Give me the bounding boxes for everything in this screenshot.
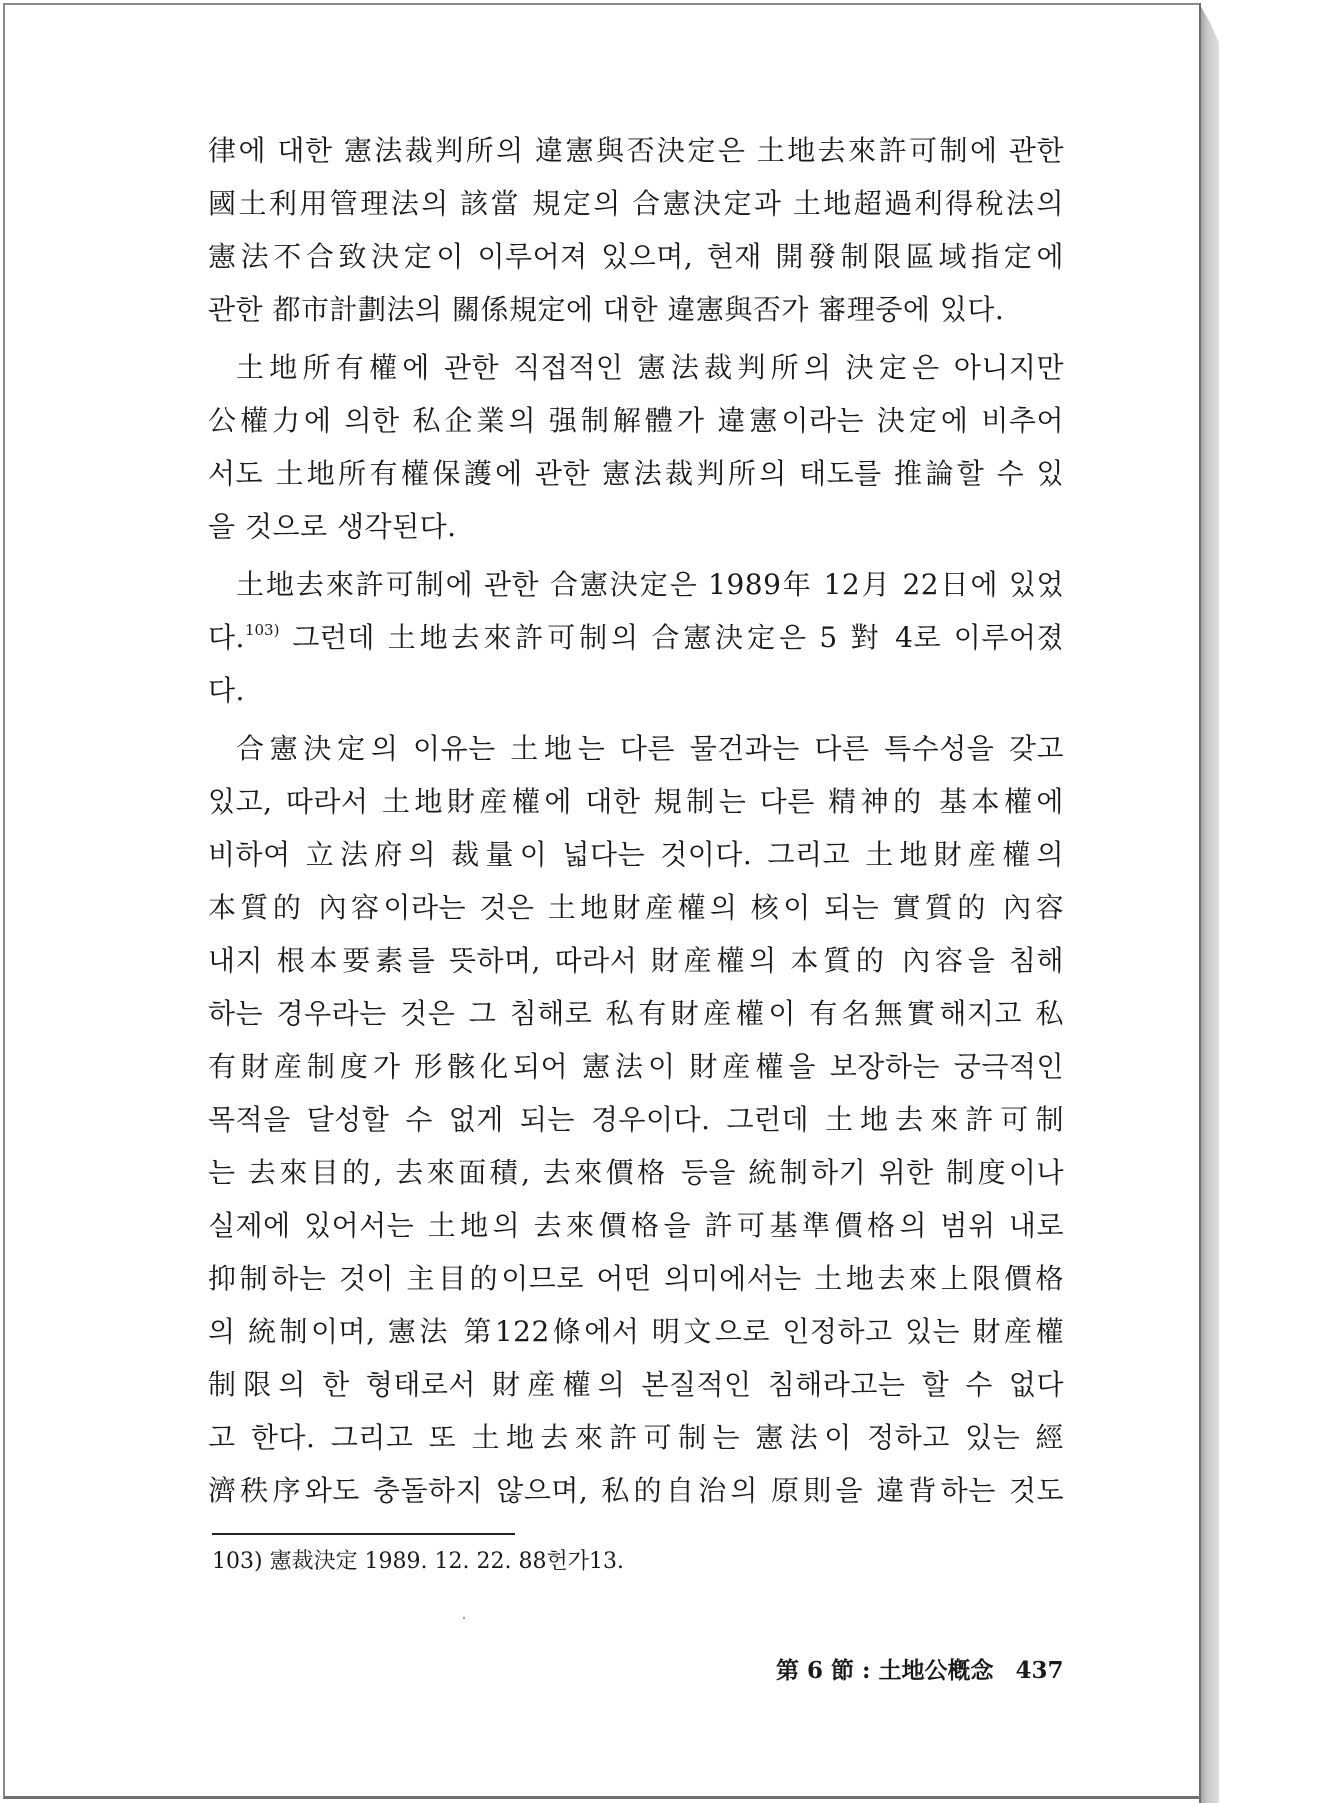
scan-speck: [463, 1617, 465, 1619]
text-line: 비하여 立法府의 裁量이 넓다는 것이다. 그리고 土地財産權의: [208, 838, 1064, 871]
running-footer: [776, 1655, 1064, 1687]
text-line: 내지 根本要素를 뜻하며, 따라서 財産權의 本質的 內容을 침해: [208, 944, 1064, 977]
section-title: 第 6 節 : 土地公槪念: [776, 1657, 994, 1684]
text-line: 는 去來目的, 去來面積, 去來價格 등을 統制하기 위한 制度이나: [208, 1156, 1064, 1189]
footnote-reference: 103): [244, 621, 280, 639]
text-line: 抑制하는 것이 主目的이므로 어떤 의미에서는 土地去來上限價格: [208, 1262, 1064, 1295]
text-line: 本質的 內容이라는 것은 土地財産權의 核이 되는 實質的 內容: [208, 891, 1064, 924]
text-line: 의 統制이며, 憲法 第122條에서 明文으로 인정하고 있는 財産權: [208, 1315, 1064, 1348]
text-line: 國土利用管理法의 該當 規定의 合憲決定과 土地超過利得稅法의: [208, 187, 1064, 220]
page-edge-line: [1199, 3, 1201, 1803]
text-line: 公權力에 의한 私企業의 强制解體가 違憲이라는 決定에 비추어: [208, 404, 1064, 437]
text-line: 실제에 있어서는 土地의 去來價格을 許可基準價格의 범위 내로: [208, 1209, 1064, 1242]
page-edge-shadow: [1199, 3, 1219, 1803]
text-line: 合憲決定의 이유는 土地는 다른 물건과는 다른 특수성을 갖고: [236, 732, 1064, 765]
page-number: 437: [1015, 1657, 1064, 1684]
text-line: 土地所有權에 관한 직접적인 憲法裁判所의 決定은 아니지만: [236, 351, 1064, 384]
text-line: 濟秩序와도 충돌하지 않으며, 私的自治의 原則을 違背하는 것도: [208, 1474, 1064, 1507]
text-line: 을 것으로 생각된다.: [208, 510, 457, 543]
text-line-with-footnote: [208, 611, 1064, 664]
text-line: 고 한다. 그리고 또 土地去來許可制는 憲法이 정하고 있는 經: [208, 1421, 1064, 1454]
text-line: 律에 대한 憲法裁判所의 違憲與否決定은 土地去來許可制에 관한: [208, 134, 1064, 167]
text-line: 有財産制度가 形骸化되어 憲法이 財産權을 보장하는 궁극적인: [208, 1050, 1064, 1083]
text-line: 憲法不合致決定이 이루어져 있으며, 현재 開發制限區域指定에: [208, 240, 1064, 273]
text-line: 서도 土地所有權保護에 관한 憲法裁判所의 태도를 推論할 수 있: [208, 457, 1064, 490]
text-line: 관한 都市計劃法의 關係規定에 대한 違憲與否가 審理중에 있다.: [208, 293, 1005, 326]
text-line: 목적을 달성할 수 없게 되는 경우이다. 그런데 土地去來許可制: [208, 1103, 1064, 1136]
text-line: 土地去來許可制에 관한 合憲決定은 1989年 12月 22日에 있었: [236, 568, 1064, 601]
footnote: 103) 憲裁決定 1989. 12. 22. 88헌가13.: [212, 1549, 624, 1574]
text-segment: 그런데 土地去來許可制의 合憲決定은 5 對 4로 이루어졌: [292, 621, 1064, 654]
text-line: 制限의 한 형태로서 財産權의 본질적인 침해라고는 할 수 없다: [208, 1368, 1064, 1401]
text-line: 하는 경우라는 것은 그 침해로 私有財産權이 有名無實해지고 私: [208, 997, 1064, 1030]
text-segment: 다.: [208, 621, 245, 654]
body-text: [208, 124, 1064, 1517]
text-line: 다.: [208, 674, 245, 707]
text-line: 있고, 따라서 土地財産權에 대한 規制는 다른 精神的 基本權에: [208, 785, 1064, 818]
footnote-divider: [212, 1533, 515, 1535]
